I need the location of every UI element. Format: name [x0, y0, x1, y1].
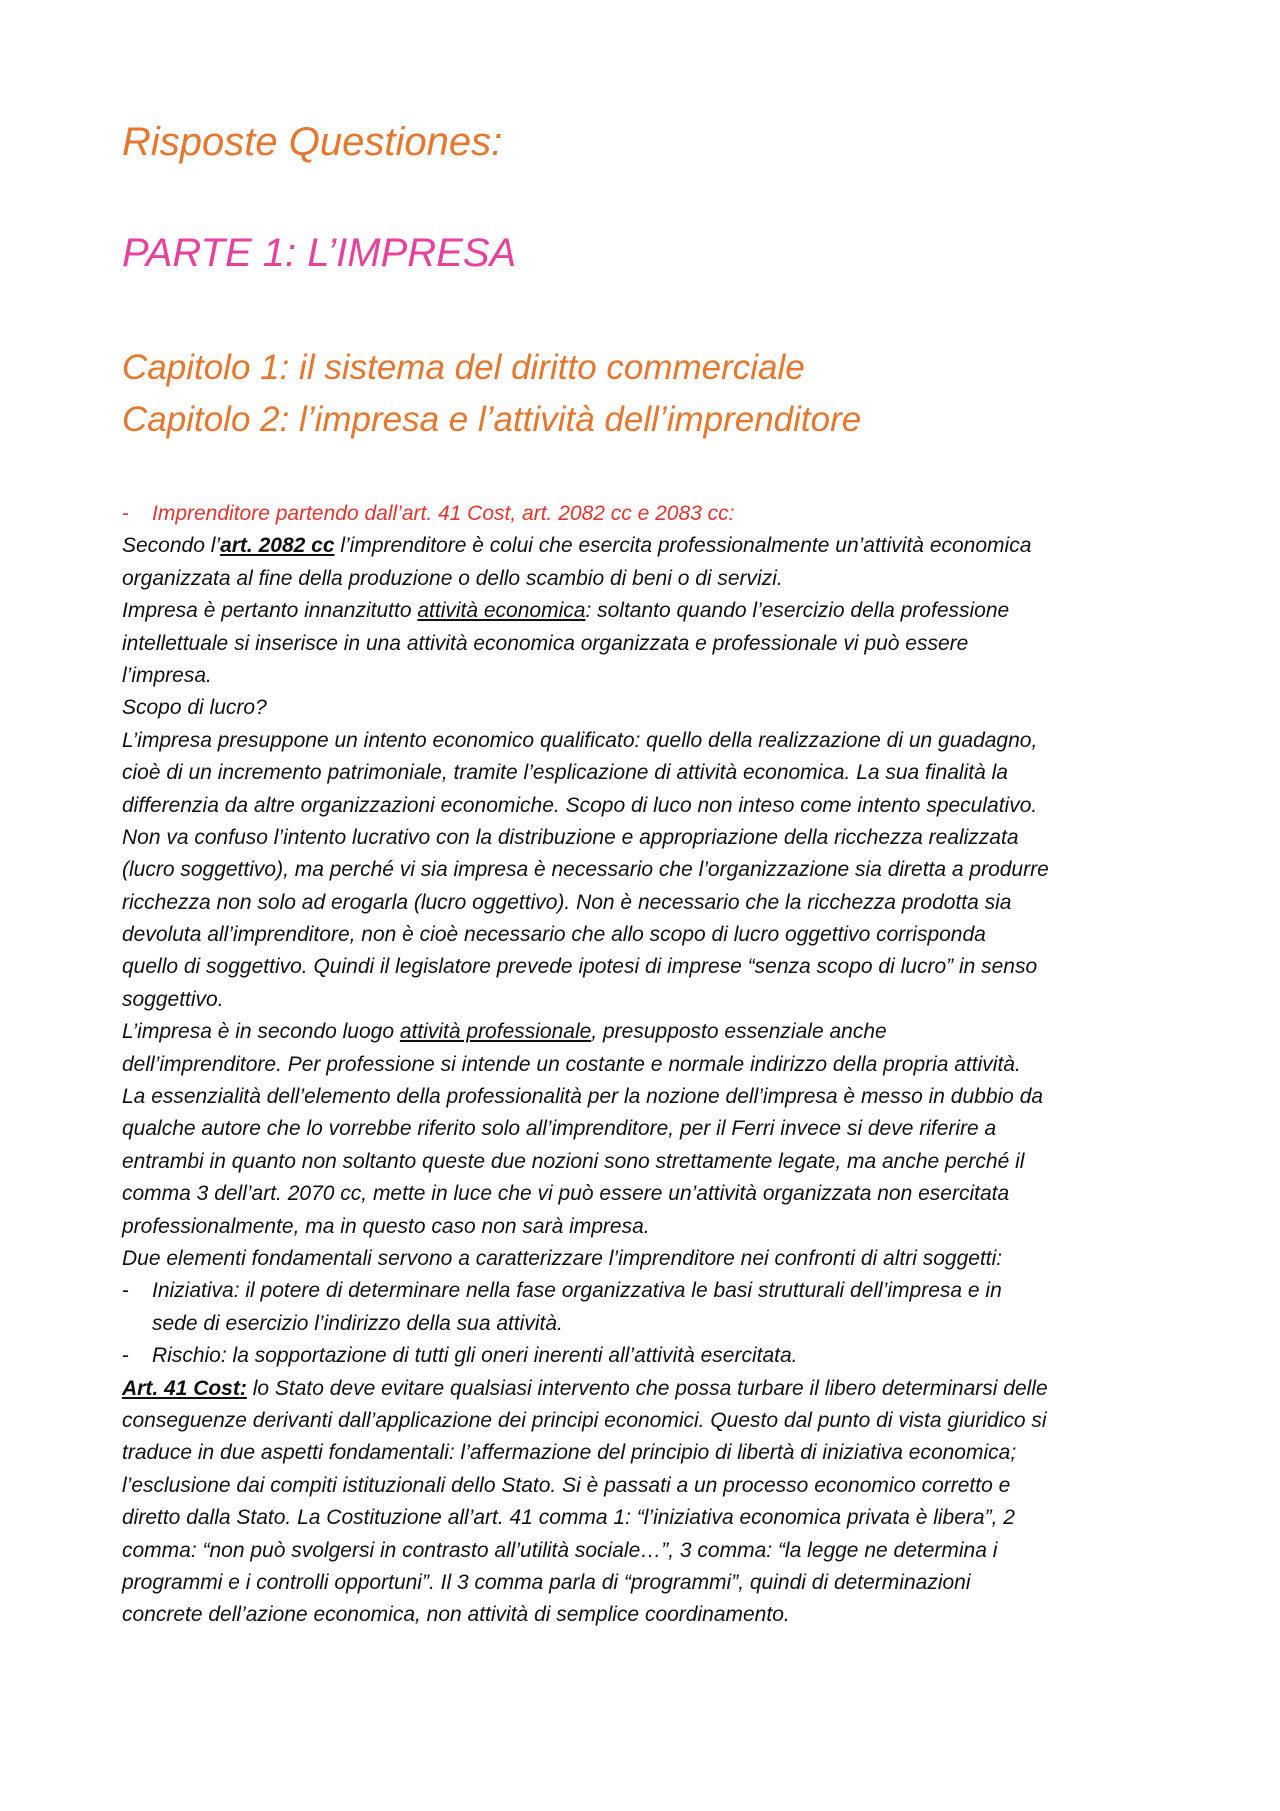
text-line: qualche autore che lo vorrebbe riferito solo all’imprenditore, per il Ferri invece si deve riferire a [122, 1117, 997, 1141]
list-item [122, 1340, 1182, 1372]
text-line: dell’imprenditore. Per professione si intende un costante e normale indirizzo della propria attività. [122, 1052, 1021, 1076]
list-item-text: Iniziativa: il potere di determinare nella fase organizzativa le basi strutturali dell’impresa e in [152, 1279, 1002, 1303]
text-line: cioè di un incremento patrimoniale, tramite l’esplicazione di attività economica. La sua finalità la [122, 761, 1008, 785]
text-line: organizzata al fine della produzione o dello scambio di beni o di servizi. [122, 566, 783, 590]
part-heading: PARTE 1: L’IMPRESA [122, 231, 517, 275]
bullet-dash: - [122, 1279, 129, 1303]
text-line [122, 595, 1182, 627]
text-line: soggettivo. [122, 987, 224, 1011]
text-line: Non va confuso l’intento lucrativo con la distribuzione e appropriazione della ricchezza realizzata [122, 825, 1019, 849]
underlined-term: attività professionale [399, 1020, 592, 1044]
text-line: entrambi in quanto non soltanto queste due nozioni sono strettamente legate, ma anche perché il [122, 1149, 1025, 1173]
underlined-term: attività economica [417, 599, 586, 623]
bullet-dash: - [122, 502, 129, 525]
text-line [122, 1016, 1182, 1048]
document-body [122, 498, 1182, 1632]
text-span: lo Stato deve evitare qualsiasi intervento che possa turbare il libero determinarsi delle [246, 1376, 1048, 1400]
chapter-heading-2: Capitolo 2: l’impresa e l’attività dell’imprenditore [122, 400, 862, 439]
article-reference: art. 2082 cc [220, 534, 335, 558]
text-line: comma 3 dell’art. 2070 cc, mette in luce che vi può essere un’attività organizzata non esercitata [122, 1182, 1010, 1206]
text-span: l’imprenditore è colui che esercita professionalmente un’attività economica [334, 534, 1032, 558]
text-line: conseguenze derivanti dall’applicazione dei principi economici. Questo dal punto di vista giuridico si [122, 1408, 1047, 1432]
bullet-dash: - [122, 1344, 129, 1368]
question-text: Imprenditore partendo dall’art. 41 Cost, art. 2082 cc e 2083 cc: [152, 502, 735, 525]
text-span: Secondo l’ [122, 534, 221, 558]
text-line [122, 530, 1182, 562]
text-line: intellettuale si inserisce in una attività economica organizzata e professionale vi può essere [122, 631, 969, 655]
text-line: l’esclusione dai compiti istituzionali dello Stato. Si è passati a un processo economico corretto e [122, 1473, 1011, 1497]
text-span: Impresa è pertanto innanzitutto [122, 599, 418, 623]
text-line: l’impresa. [122, 663, 212, 687]
text-line: L’impresa presuppone un intento economico qualificato: quello della realizzazione di un guadagno, [122, 728, 1038, 752]
list-item [122, 1275, 1182, 1307]
list-item-continuation: sede di esercizio l’indirizzo della sua attività. [152, 1311, 563, 1335]
text-line: devoluta all’imprenditore, non è cioè necessario che allo scopo di lucro oggettivo corrisponda [122, 923, 986, 947]
text-line: traduce in due aspetti fondamentali: l’affermazione del principio di libertà di iniziativa economica; [122, 1441, 1017, 1465]
text-line: comma: “non può svolgersi in contrasto all’utilità sociale…”, 3 comma: “la legge ne determina i [122, 1538, 998, 1562]
chapter-heading-1: Capitolo 1: il sistema del diritto commerciale [122, 348, 805, 387]
article-reference: Art. 41 Cost: [122, 1376, 247, 1400]
text-line: quello di soggettivo. Quindi il legislatore prevede ipotesi di imprese “senza scopo di lucro” in senso [122, 955, 1038, 979]
text-span: L’impresa è in secondo luogo [122, 1020, 400, 1044]
text-span: , presupposto essenziale anche [591, 1020, 887, 1044]
text-span: : soltanto quando l’esercizio della professione [585, 599, 1010, 623]
question-item [122, 498, 1182, 530]
text-line: (lucro soggettivo), ma perché vi sia impresa è necessario che l’organizzazione sia diretta a produrre [122, 858, 1049, 882]
text-line: Scopo di lucro? [122, 696, 267, 720]
text-line: ricchezza non solo ad erogarla (lucro oggettivo). Non è necessario che la ricchezza prodotta sia [122, 890, 1012, 914]
text-line: La essenzialità dell’elemento della professionalità per la nozione dell’impresa è messo in dubbio da [122, 1085, 1044, 1109]
text-line: programmi e i controlli opportuni”. Il 3 comma parla di “programmi”, quindi di determinazioni [122, 1570, 971, 1594]
text-line: differenzia da altre organizzazioni economiche. Scopo di luco non inteso come intento speculativo. [122, 793, 1038, 817]
list-item-text: Rischio: la sopportazione di tutti gli oneri inerenti all’attività esercitata. [152, 1344, 798, 1368]
text-line [122, 1373, 1182, 1405]
chapter-headings [122, 342, 861, 446]
document-title: Risposte Questiones: [122, 120, 503, 164]
text-line: Due elementi fondamentali servono a caratterizzare l’imprenditore nei confronti di altri soggetti: [122, 1246, 1003, 1270]
text-line: professionalmente, ma in questo caso non sarà impresa. [122, 1214, 650, 1238]
text-line: concrete dell’azione economica, non attività di semplice coordinamento. [122, 1603, 790, 1627]
text-line: diretto dalla Stato. La Costituzione all’art. 41 comma 1: “l’iniziativa economica privata è libera”, 2 [122, 1506, 1015, 1530]
